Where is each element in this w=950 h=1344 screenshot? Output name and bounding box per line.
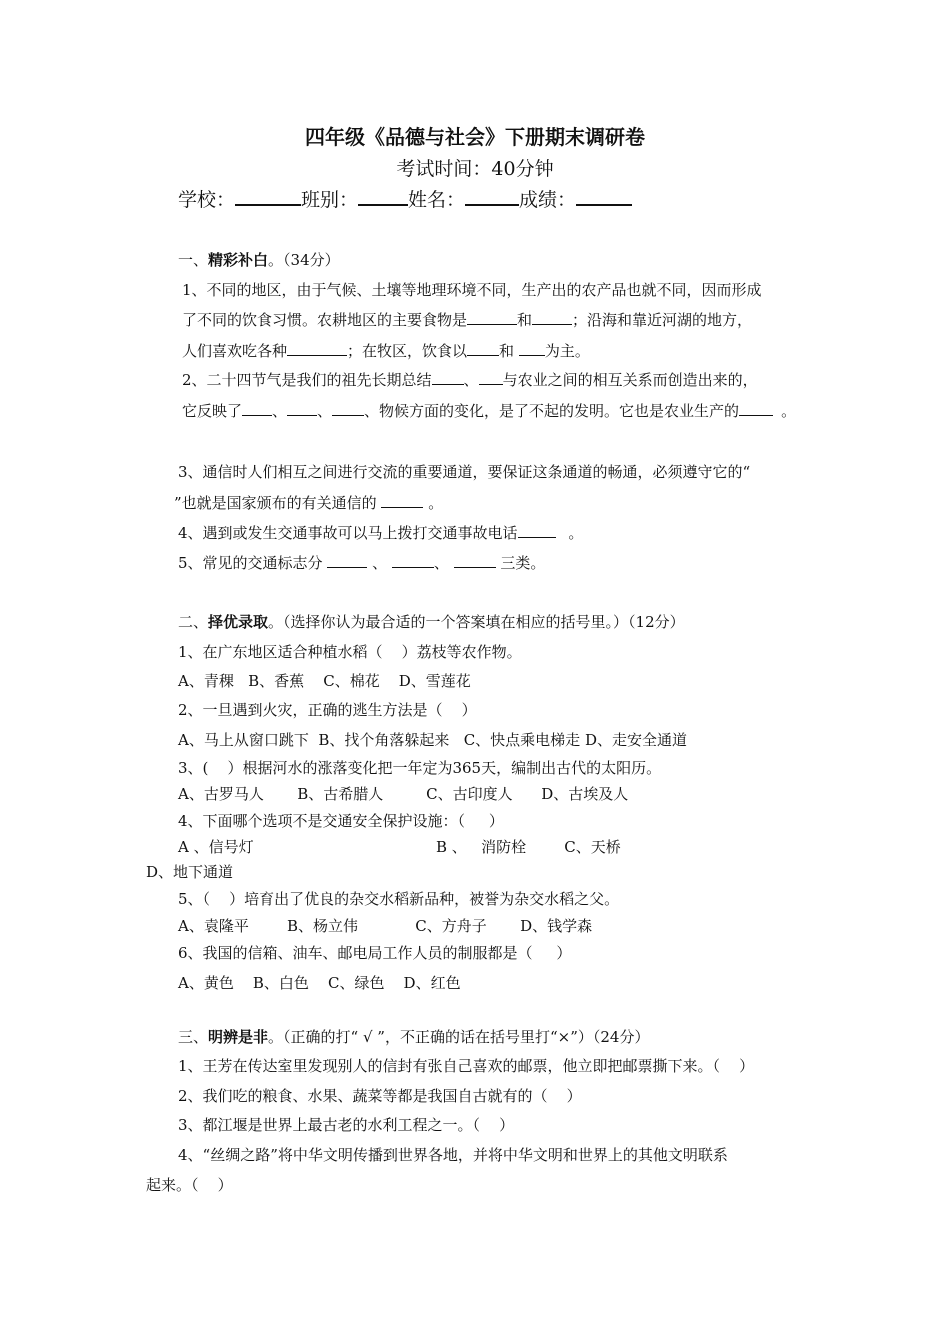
text: 、	[433, 554, 454, 572]
s2-q4-option-a: A 、信号灯	[178, 838, 254, 856]
text: ；在牧区，饮食以	[347, 342, 468, 360]
s3-q4-line1: 4、“丝绸之路”将中华文明传播到世界各地，并将中华文明和世界上的其他文明联系	[178, 1146, 728, 1164]
s2-q2-options: A、马上从窗口跳下 B、找个角落躲起来 C、快点乘电梯走 D、走安全通道	[178, 731, 687, 749]
text: 为主。	[544, 342, 590, 360]
s2-q4-option-d: D、地下通道	[146, 863, 234, 881]
text: 、	[317, 402, 333, 420]
s1-q3-line2	[174, 493, 443, 513]
s1-q5	[178, 553, 545, 573]
s2-q1-options: A、青稞 B、香蕉 C、棉花 D、雪莲花	[178, 672, 471, 690]
answer-blank[interactable]	[532, 310, 572, 325]
s1-q1-line1: 1、不同的地区，由于气候、土壤等地理环境不同，生产出的农产品也就不同，因而形成	[182, 281, 762, 299]
text: 。	[563, 524, 584, 542]
s2-q1: 1、在广东地区适合种植水稻（ ）荔枝等农作物。	[178, 643, 522, 661]
text: ”也就是国家颁布的有关通信的	[174, 494, 382, 512]
section3-prefix: 三、	[178, 1028, 209, 1046]
school-blank[interactable]	[235, 186, 301, 206]
answer-blank[interactable]	[242, 401, 272, 416]
s1-q2-line2	[182, 401, 796, 421]
answer-blank[interactable]	[467, 341, 499, 356]
text: 和	[517, 311, 533, 329]
text: 、	[272, 402, 288, 420]
section1-title: 精彩补白	[208, 251, 269, 269]
text: 2、二十四节气是我们的祖先长期总结	[182, 371, 432, 389]
text: 、物候方面的变化，是了不起的发明。它也是农业生产的	[364, 402, 740, 420]
text: ；沿海和靠近河湖的地方，	[572, 311, 753, 329]
answer-blank[interactable]	[519, 341, 545, 356]
answer-blank[interactable]	[432, 370, 464, 385]
s2-q3: 3、( ）根据河水的涨落变化把一年定为365天，编制出古代的太阳历。	[178, 759, 662, 777]
s1-q1-line3	[182, 341, 590, 361]
section3-title: 明辨是非	[208, 1028, 269, 1046]
s2-q2: 2、一旦遇到火灾，正确的逃生方法是（ ）	[178, 701, 477, 719]
s2-q6-options: A、黄色 B、白色 C、绿色 D、红色	[178, 974, 461, 992]
s2-q4: 4、下面哪个选项不是交通安全保护设施：（ ）	[178, 812, 504, 830]
text: 、	[463, 371, 479, 389]
text: 。	[781, 402, 797, 420]
exam-title: 四年级《品德与社会》下册期末调研卷	[305, 125, 645, 149]
s2-q6: 6、我国的信箱、油车、邮电局工作人员的制服都是（ ）	[178, 944, 572, 962]
answer-blank[interactable]	[332, 401, 364, 416]
section2-title: 择优录取	[208, 613, 269, 631]
s2-q5-options: A、袁隆平 B、杨立伟 C、方舟子 D、钱学森	[178, 917, 593, 935]
exam-time: 考试时间：40分钟	[396, 158, 554, 180]
s2-q3-options: A、古罗马人 B、古希腊人 C、古印度人 D、古埃及人	[178, 785, 629, 803]
answer-blank[interactable]	[287, 341, 347, 356]
class-label: 班别：	[301, 189, 359, 211]
answer-blank[interactable]	[392, 553, 434, 568]
s3-q4-line2: 起来。（ ）	[146, 1176, 233, 1194]
text: 、	[367, 554, 392, 572]
name-label: 姓名：	[408, 189, 466, 211]
s1-q4	[178, 523, 583, 543]
answer-blank[interactable]	[467, 310, 517, 325]
s3-q3: 3、都江堰是世界上最古老的水利工程之一。（ ）	[178, 1116, 515, 1134]
section2-instructions: 。（选择你认为最合适的一个答案填在相应的括号里。）（12分）	[268, 613, 685, 631]
section3-instructions: 。（正确的打“ √ ”，不正确的话在括号里打“×”）（24分）	[268, 1028, 650, 1046]
text: 三类。	[495, 554, 546, 572]
section2-heading	[178, 612, 685, 632]
text: 了不同的饮食习惯。农耕地区的主要食物是	[182, 311, 468, 329]
section1-heading	[178, 250, 340, 270]
s1-q1-line2	[182, 310, 752, 330]
answer-blank[interactable]	[381, 493, 423, 508]
student-info-line	[178, 186, 632, 213]
answer-blank[interactable]	[518, 523, 556, 538]
s2-q4-options-bc: B 、 消防栓 C、天桥	[436, 838, 621, 856]
text: 与农业之间的相互关系而创造出来的，	[502, 371, 758, 389]
text: 。	[423, 494, 444, 512]
section3-heading	[178, 1027, 649, 1047]
section2-prefix: 二、	[178, 613, 209, 631]
name-blank[interactable]	[465, 186, 519, 206]
text: 4、遇到或发生交通事故可以马上拨打交通事故电话	[178, 524, 518, 542]
answer-blank[interactable]	[454, 553, 496, 568]
class-blank[interactable]	[358, 186, 408, 206]
score-blank[interactable]	[576, 186, 632, 206]
text: 5、常见的交通标志分	[178, 554, 328, 572]
score-label: 成绩：	[519, 189, 577, 211]
answer-blank[interactable]	[287, 401, 317, 416]
text: 它反映了	[182, 402, 243, 420]
s2-q5: 5、（ ）培育出了优良的杂交水稻新品种，被誉为杂交水稻之父。	[178, 890, 620, 908]
s1-q2-line1	[182, 370, 758, 390]
section1-score: 。（34分）	[268, 251, 340, 269]
answer-blank[interactable]	[327, 553, 367, 568]
school-label: 学校：	[178, 189, 236, 211]
s3-q2: 2、我们吃的粮食、水果、蔬菜等都是我国自古就有的（ ）	[178, 1087, 582, 1105]
answer-blank[interactable]	[479, 370, 503, 385]
text: 人们喜欢吃各种	[182, 342, 288, 360]
text: 和	[499, 342, 519, 360]
s1-q3-line1: 3、通信时人们相互之间进行交流的重要通道，要保证这条通道的畅通，必须遵守它的“	[178, 463, 751, 481]
s3-q1: 1、王芳在传达室里发现别人的信封有张自己喜欢的邮票，他立即把邮票撕下来。（ ）	[178, 1057, 755, 1075]
section1-prefix: 一、	[178, 251, 209, 269]
answer-blank[interactable]	[739, 401, 773, 416]
